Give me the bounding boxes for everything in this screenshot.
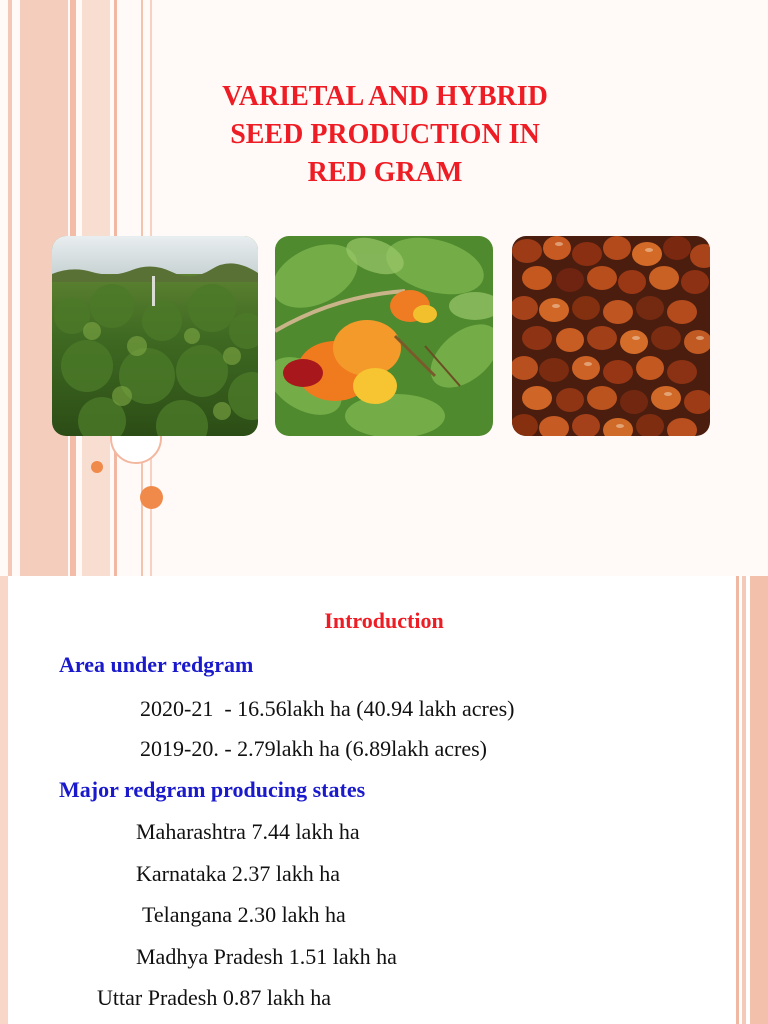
decorative-stripe <box>8 0 12 576</box>
decorative-dot <box>140 486 163 509</box>
flower-image <box>275 236 493 436</box>
slide-title <box>190 78 580 192</box>
state-item: Telangana 2.30 lakh ha <box>142 902 346 927</box>
state-item: Maharashtra 7.44 lakh ha <box>136 819 360 844</box>
area-line: 2020-21 - 16.56lakh ha (40.94 lakh acres) <box>140 696 515 721</box>
state-item: Uttar Pradesh 0.87 lakh ha <box>97 985 331 1010</box>
crop-field-image <box>52 236 258 436</box>
title-line: SEED PRODUCTION IN <box>230 119 540 150</box>
states-heading: Major redgram producing states <box>59 777 366 802</box>
state-item: Karnataka 2.37 lakh ha <box>136 861 341 886</box>
seeds-image <box>512 236 710 436</box>
area-heading: Area under redgram <box>59 652 254 677</box>
flower-photo <box>275 236 493 436</box>
introduction-slide <box>0 576 768 1024</box>
introduction-heading: Introduction <box>324 608 444 633</box>
title-line: RED GRAM <box>307 157 463 188</box>
seeds-photo <box>512 236 710 436</box>
crop-field-photo <box>52 236 258 436</box>
decorative-stripe <box>742 576 746 1024</box>
title-line: VARIETAL AND HYBRID <box>222 81 548 112</box>
area-line: 2019-20. - 2.79lakh ha (6.89lakh acres) <box>140 736 488 761</box>
decorative-stripe <box>750 576 768 1024</box>
decorative-stripe <box>0 576 8 1024</box>
state-item: Madhya Pradesh 1.51 lakh ha <box>136 944 397 969</box>
decorative-dot <box>91 461 103 473</box>
decorative-stripe <box>736 576 739 1024</box>
